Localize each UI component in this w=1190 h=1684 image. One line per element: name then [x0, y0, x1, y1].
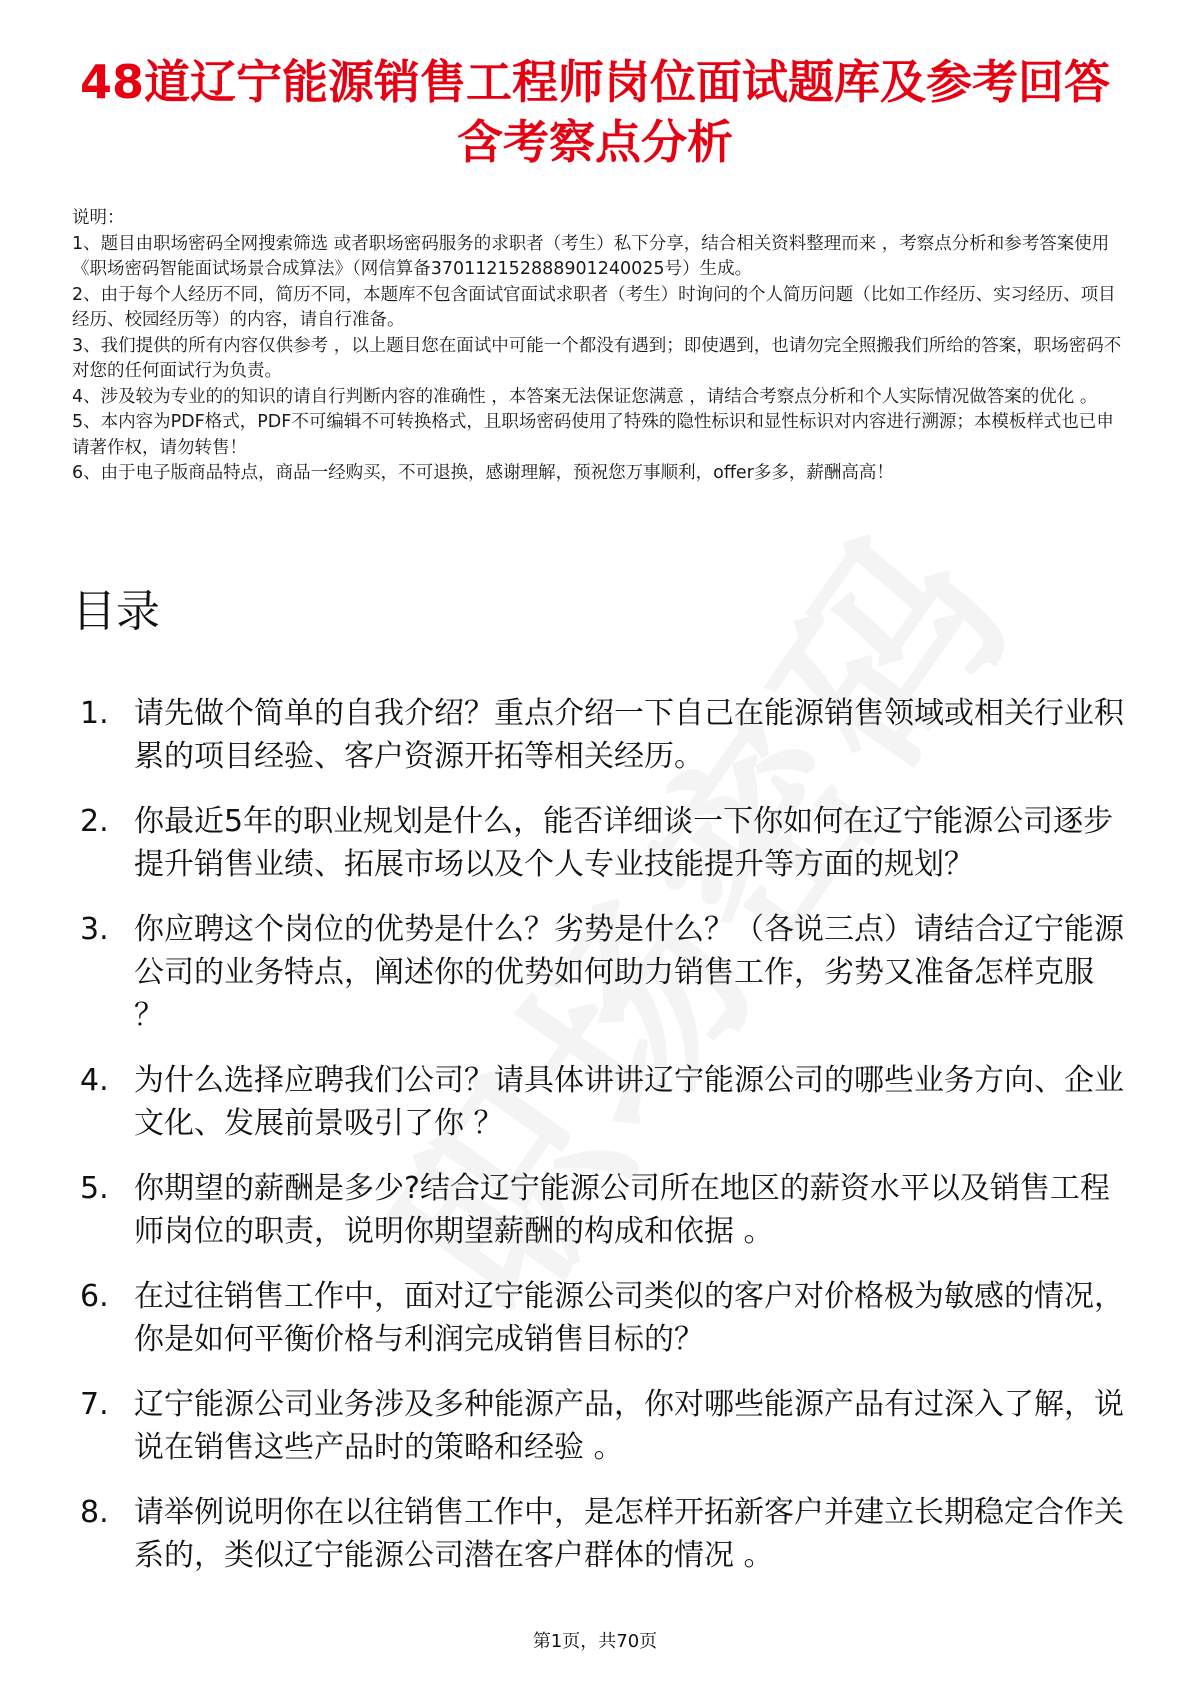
list-item: [72, 800, 1132, 886]
question-text: 为什么选择应聘我们公司？请具体讲讲辽宁能源公司的哪些业务方向、企业文化、发展前景吸引了你 ？: [134, 1063, 1124, 1141]
note-item: 6、由于电子版商品特点，商品一经购买，不可退换，感谢理解，预祝您万事顺利，offer多多，薪酬高高！: [72, 463, 894, 483]
page-footer: 第1页，共70页: [532, 1631, 658, 1652]
notes-heading: 说明：: [72, 208, 125, 228]
question-number: 6.: [80, 1279, 109, 1314]
list-item: [72, 1275, 1132, 1361]
question-text: 辽宁能源公司业务涉及多种能源产品，你对哪些能源产品有过深入了解，说说在销售这些产品时的策略和经验 。: [134, 1387, 1124, 1465]
document-title: 48道辽宁能源销售工程师岗位面试题库及参考回答含考察点分析: [79, 55, 1110, 169]
question-text: 你最近5年的职业规划是什么，能否详细谈一下你如何在辽宁能源公司逐步提升销售业绩、拓展市场以及个人专业技能提升等方面的规划？: [134, 804, 1114, 882]
question-number: 5.: [80, 1171, 109, 1206]
note-item: 4、涉及较为专业的的知识的请自行判断内容的准确性 ，本答案无法保证您满意 ，请结合考察点分析和个人实际情况做答案的优化 。: [72, 386, 1098, 407]
list-item: [72, 908, 1132, 1037]
toc-heading: 目录: [72, 586, 160, 637]
note-item: 1、题目由职场密码全网搜索筛选 或者职场密码服务的求职者（考生）私下分享，结合相关资料整理而来 ，考察点分析和参考答案使用《职场密码智能面试场景合成算法》（网信算备370112152888901240025号）生成。: [72, 233, 1110, 279]
question-number: 7.: [80, 1387, 109, 1422]
question-number: 8.: [80, 1495, 109, 1530]
question-text: 你应聘这个岗位的优势是什么？劣势是什么？（各说三点）请结合辽宁能源公司的业务特点，阐述你的优势如何助力销售工作，劣势又准备怎样克服 ？: [134, 912, 1124, 1033]
question-text: 请举例说明你在以往销售工作中，是怎样开拓新客户并建立长期稳定合作关系的，类似辽宁能源公司潜在客户群体的情况 。: [134, 1495, 1124, 1573]
note-item: 2、由于每个人经历不同，简历不同，本题库不包含面试官面试求职者（考生）时询问的个人简历问题（比如工作经历、实习经历、项目经历、校园经历等）的内容，请自行准备。: [72, 284, 1116, 330]
list-item: [72, 692, 1132, 778]
question-text: 在过往销售工作中，面对辽宁能源公司类似的客户对价格极为敏感的情况，你是如何平衡价格与利润完成销售目标的？: [134, 1279, 1124, 1357]
question-text: 请先做个简单的自我介绍？重点介绍一下自己在能源销售领域或相关行业积累的项目经验、客户资源开拓等相关经历。: [134, 696, 1124, 774]
list-item: [72, 1059, 1132, 1145]
list-item: [72, 1383, 1132, 1469]
note-item: 5、本内容为PDF格式，PDF不可编辑不可转换格式，且职场密码使用了特殊的隐性标识和显性标识对内容进行溯源；本模板样式也已申请著作权，请勿转售！: [72, 412, 1114, 458]
note-item: 3、我们提供的所有内容仅供参考 ，以上题目您在面试中可能一个都没有遇到；即使遇到，也请勿完全照搬我们所给的答案，职场密码不对您的任何面试行为负责。: [72, 335, 1122, 381]
question-number: 3.: [80, 912, 109, 947]
notes-section: [72, 206, 1122, 487]
question-number: 1.: [80, 696, 109, 731]
question-text: 你期望的薪酬是多少?结合辽宁能源公司所在地区的薪资水平以及销售工程师岗位的职责，说明你期望薪酬的构成和依据 。: [134, 1171, 1110, 1249]
list-item: [72, 1167, 1132, 1253]
list-item: [72, 1491, 1132, 1577]
question-number: 4.: [80, 1063, 109, 1098]
question-list: [72, 692, 1132, 1599]
question-number: 2.: [80, 804, 109, 839]
